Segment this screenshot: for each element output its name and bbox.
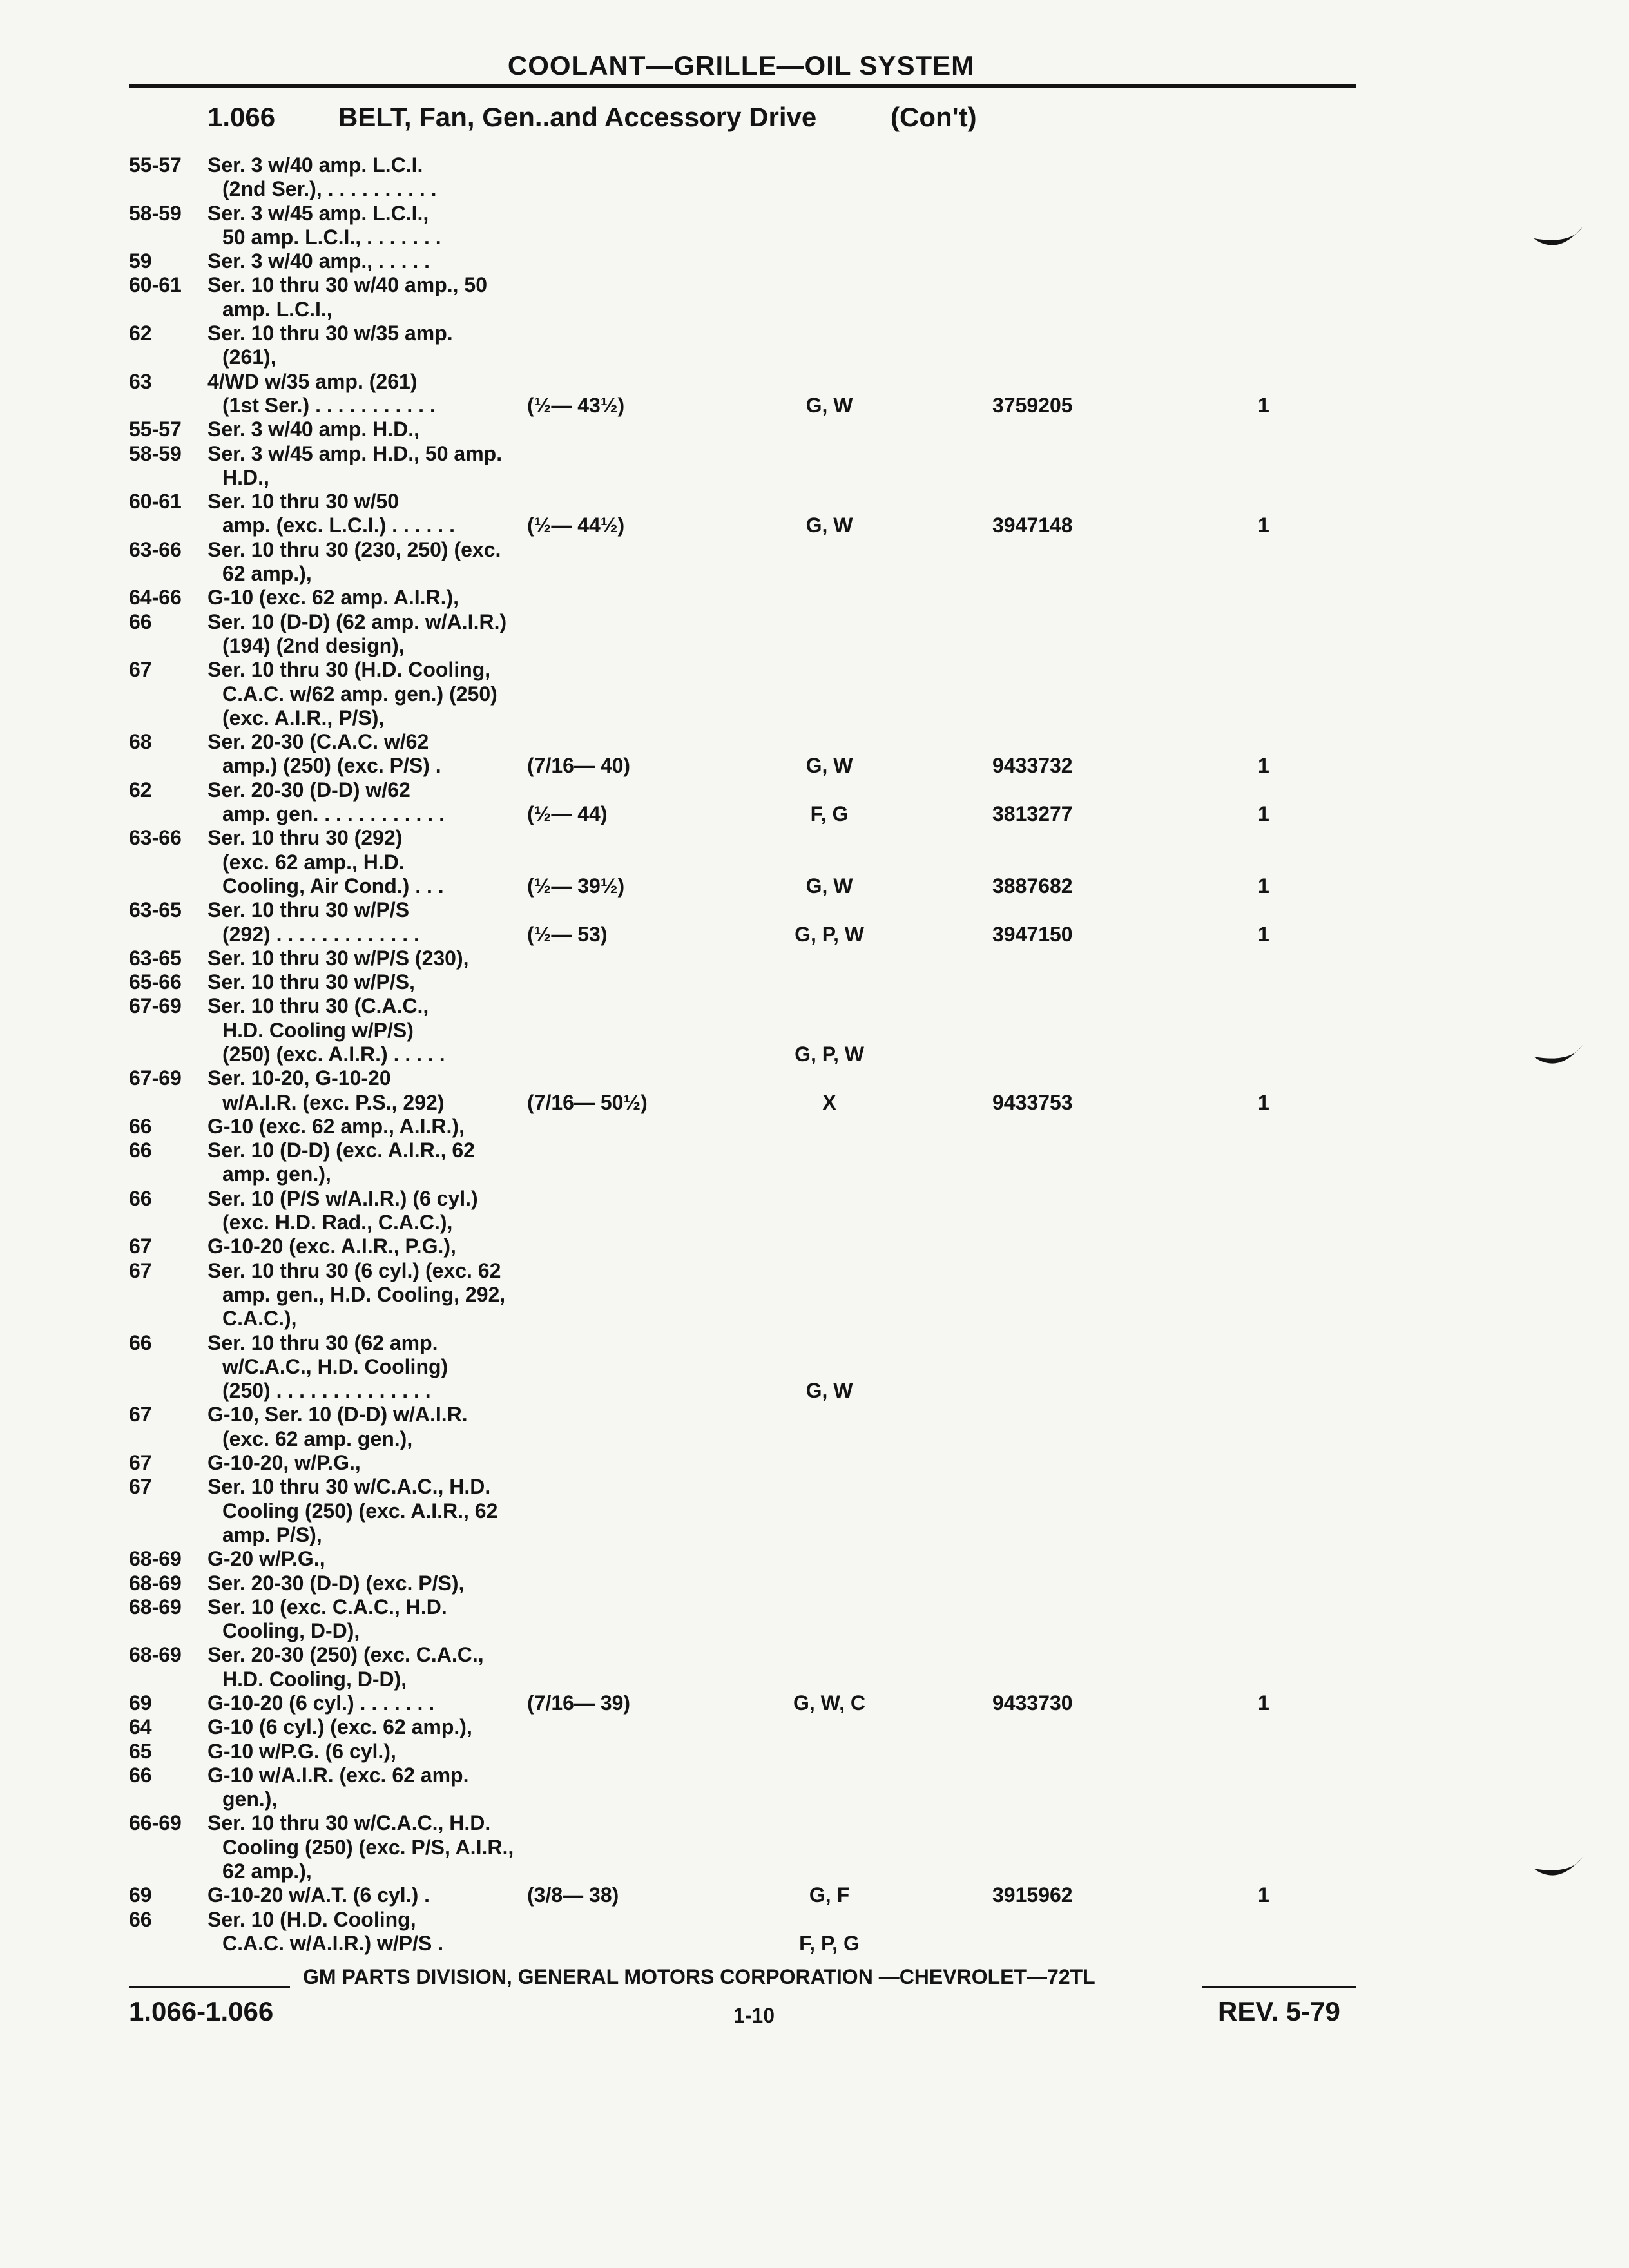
row-belt-size: (½— 53) — [527, 922, 608, 946]
row-year: 55-57 — [129, 418, 182, 441]
row-description: Ser. 10 thru 30 (62 amp. — [207, 1331, 438, 1354]
table-row — [0, 226, 1629, 249]
row-code: G, P, W — [795, 1042, 864, 1066]
row-code: G, W — [805, 874, 853, 898]
row-description: Ser. 10-20, G-10-20 — [207, 1066, 391, 1090]
row-description: Ser. 3 w/40 amp. L.C.I. — [207, 153, 423, 177]
row-description: (exc. H.D. Rad., C.A.C.), — [222, 1211, 453, 1235]
table-row — [0, 826, 1629, 850]
row-description: Ser. 10 thru 30 w/P/S, — [207, 970, 415, 994]
row-description: G-10, Ser. 10 (D-D) w/A.I.R. — [207, 1403, 468, 1427]
row-description: gen.), — [222, 1787, 278, 1811]
table-row — [0, 1259, 1629, 1283]
row-quantity: 1 — [1258, 1883, 1269, 1907]
row-code: F, P, G — [799, 1931, 860, 1955]
row-description: C.A.C. w/A.I.R.) w/P/S . — [222, 1931, 444, 1955]
row-year: 68 — [129, 730, 152, 754]
row-year: 67 — [129, 1475, 152, 1499]
table-row — [0, 1571, 1629, 1595]
row-description: Ser. 20-30 (C.A.C. w/62 — [207, 730, 429, 754]
table-row — [0, 538, 1629, 562]
row-code: G, P, W — [795, 922, 864, 946]
row-description: Ser. 3 w/40 amp. H.D., — [207, 418, 420, 441]
row-description: Ser. 10 thru 30 (C.A.C., — [207, 994, 429, 1018]
table-row — [0, 1331, 1629, 1355]
row-description: (194) (2nd design), — [222, 633, 405, 657]
row-description: Ser. 10 (D-D) (62 amp. w/A.I.R.) — [207, 610, 507, 633]
table-row — [0, 202, 1629, 226]
table-row — [0, 514, 1629, 537]
row-belt-size: (½— 39½) — [527, 874, 625, 898]
table-row — [0, 562, 1629, 586]
footer-divider-right — [1202, 1986, 1356, 1988]
row-description: G-10-20 w/A.T. (6 cyl.) . — [207, 1883, 430, 1907]
row-quantity: 1 — [1258, 514, 1269, 537]
table-row — [0, 682, 1629, 706]
row-year: 63-66 — [129, 537, 182, 561]
row-year: 59 — [129, 249, 152, 273]
section-heading — [0, 102, 1629, 138]
row-year: 66 — [129, 1139, 152, 1162]
row-description: Ser. 10 thru 30 w/C.A.C., H.D. — [207, 1811, 491, 1835]
table-row — [0, 947, 1629, 970]
row-belt-size: (½— 44) — [527, 802, 608, 826]
row-description: Cooling, Air Cond.) . . . — [222, 874, 444, 898]
table-row — [0, 298, 1629, 322]
table-row — [0, 1235, 1629, 1258]
row-description: (292) . . . . . . . . . . . . . — [222, 922, 419, 946]
table-row — [0, 490, 1629, 514]
row-description: (250) . . . . . . . . . . . . . . — [222, 1379, 431, 1403]
row-description: amp.) (250) (exc. P/S) . — [222, 754, 441, 778]
table-row — [0, 994, 1629, 1018]
row-description: (exc. 62 amp. gen.), — [222, 1427, 413, 1450]
row-year: 65 — [129, 1739, 152, 1763]
row-year: 65-66 — [129, 970, 182, 994]
row-description: Ser. 3 w/45 amp. H.D., 50 amp. — [207, 441, 503, 465]
row-description: Ser. 10 thru 30 w/50 — [207, 490, 400, 514]
row-description: G-10 w/A.I.R. (exc. 62 amp. — [207, 1763, 469, 1787]
row-description: Ser. 10 (D-D) (exc. A.I.R., 62 — [207, 1139, 475, 1162]
row-year: 66 — [129, 1763, 152, 1787]
table-row — [0, 1547, 1629, 1571]
table-row — [0, 418, 1629, 441]
row-part-number: 3915962 — [992, 1883, 1073, 1907]
row-description: G-20 w/P.G., — [207, 1547, 325, 1571]
row-part-number: 3947150 — [992, 922, 1073, 946]
row-code: G, W — [805, 1379, 853, 1403]
table-row — [0, 1211, 1629, 1235]
row-code: G, F — [809, 1883, 850, 1907]
row-year: 67 — [129, 658, 152, 682]
row-description: G-10 (exc. 62 amp. A.I.R.), — [207, 586, 459, 610]
row-belt-size: (3/8— 38) — [527, 1883, 619, 1907]
table-row — [0, 177, 1629, 201]
row-description: Ser. 20-30 (D-D) w/62 — [207, 778, 410, 802]
row-description: Ser. 10 thru 30 (H.D. Cooling, — [207, 658, 491, 682]
table-row — [0, 874, 1629, 898]
row-description: Ser. 10 thru 30 w/P/S (230), — [207, 946, 469, 970]
row-description: G-10-20 (6 cyl.) . . . . . . . — [207, 1691, 435, 1715]
footer-division: GM PARTS DIVISION, GENERAL MOTORS CORPORATION —CHEVROLET—72TL — [303, 1965, 1095, 1988]
table-row — [0, 1355, 1629, 1379]
row-year: 69 — [129, 1883, 152, 1907]
table-row — [0, 1475, 1629, 1499]
row-description: G-10 (6 cyl.) (exc. 62 amp.), — [207, 1715, 472, 1739]
table-row — [0, 1740, 1629, 1763]
row-description: Ser. 20-30 (250) (exc. C.A.C., — [207, 1643, 484, 1667]
row-year: 68-69 — [129, 1547, 182, 1571]
row-description: amp. gen., H.D. Cooling, 292, — [222, 1282, 506, 1306]
row-description: Ser. 20-30 (D-D) (exc. P/S), — [207, 1571, 465, 1595]
row-description: amp. gen. . . . . . . . . . . . — [222, 802, 445, 826]
row-description: Ser. 10 thru 30 (230, 250) (exc. — [207, 537, 501, 561]
row-quantity: 1 — [1258, 922, 1269, 946]
section-continued: (Con't) — [891, 102, 977, 132]
row-year: 63-65 — [129, 946, 182, 970]
table-row — [0, 1883, 1629, 1907]
row-part-number: 9433753 — [992, 1090, 1073, 1114]
row-belt-size: (7/16— 39) — [527, 1691, 631, 1715]
row-description: amp. gen.), — [222, 1162, 331, 1186]
table-row — [0, 802, 1629, 826]
binder-hole-icon — [1532, 1856, 1584, 1881]
row-description: G-10-20 (exc. A.I.R., P.G.), — [207, 1235, 456, 1258]
row-description: (261), — [222, 345, 276, 369]
header-divider — [129, 84, 1356, 88]
row-description: w/C.A.C., H.D. Cooling) — [222, 1354, 448, 1378]
page-title: COOLANT—GRILLE—OIL SYSTEM — [507, 50, 975, 81]
row-belt-size: (7/16— 50½) — [527, 1090, 648, 1114]
table-row — [0, 970, 1629, 994]
table-row — [0, 153, 1629, 177]
binder-hole-icon — [1532, 1044, 1584, 1070]
row-description: (exc. 62 amp., H.D. — [222, 850, 405, 874]
footer-section-range: 1.066-1.066 — [129, 1996, 274, 2026]
table-row — [0, 1019, 1629, 1043]
table-row — [0, 442, 1629, 466]
row-part-number: 3759205 — [992, 393, 1073, 417]
row-code: G, W — [805, 754, 853, 778]
table-row — [0, 1595, 1629, 1619]
revision-label: REV. 5-79 — [1218, 1996, 1340, 2026]
table-row — [0, 1787, 1629, 1811]
table-row — [0, 1427, 1629, 1451]
row-year: 63 — [129, 369, 152, 393]
table-row — [0, 1066, 1629, 1090]
row-description: w/A.I.R. (exc. P.S., 292) — [222, 1090, 445, 1114]
row-quantity: 1 — [1258, 802, 1269, 826]
table-row — [0, 1908, 1629, 1932]
table-row — [0, 1451, 1629, 1475]
table-row — [0, 1619, 1629, 1643]
section-number: 1.066 — [207, 102, 276, 132]
row-description: H.D. Cooling, D-D), — [222, 1667, 407, 1691]
table-row — [0, 1139, 1629, 1162]
row-year: 68-69 — [129, 1643, 182, 1667]
row-description: Ser. 10 thru 30 w/C.A.C., H.D. — [207, 1475, 491, 1499]
row-year: 67 — [129, 1258, 152, 1282]
row-year: 67 — [129, 1403, 152, 1427]
table-row — [0, 898, 1629, 922]
row-belt-size: (½— 43½) — [527, 393, 625, 417]
row-year: 62 — [129, 322, 152, 345]
table-row — [0, 1763, 1629, 1787]
table-row — [0, 370, 1629, 394]
row-year: 63-65 — [129, 898, 182, 922]
row-year: 58-59 — [129, 201, 182, 225]
row-description: 62 amp.), — [222, 1860, 312, 1883]
table-row — [0, 1115, 1629, 1139]
table-row — [0, 1307, 1629, 1331]
table-row — [0, 586, 1629, 610]
row-year: 67 — [129, 1451, 152, 1475]
table-row — [0, 778, 1629, 802]
footer-divider-left — [129, 1986, 290, 1988]
row-description: G-10-20, w/P.G., — [207, 1451, 361, 1475]
table-row — [0, 1187, 1629, 1211]
table-row — [0, 1667, 1629, 1691]
row-year: 55-57 — [129, 153, 182, 177]
table-row — [0, 1715, 1629, 1739]
row-description: Cooling, D-D), — [222, 1619, 360, 1643]
row-code: F, G — [810, 802, 849, 826]
row-year: 64-66 — [129, 586, 182, 610]
row-part-number: 9433730 — [992, 1691, 1073, 1715]
table-row — [0, 1643, 1629, 1667]
table-row — [0, 634, 1629, 658]
table-row — [0, 1499, 1629, 1523]
row-quantity: 1 — [1258, 1691, 1269, 1715]
table-row — [0, 658, 1629, 682]
row-year: 60-61 — [129, 273, 182, 297]
row-description: Ser. 10 thru 30 w/35 amp. — [207, 322, 453, 345]
row-year: 68-69 — [129, 1595, 182, 1619]
row-description: C.A.C. w/62 amp. gen.) (250) — [222, 682, 497, 706]
table-row — [0, 1860, 1629, 1883]
row-description: Cooling (250) (exc. P/S, A.I.R., — [222, 1835, 514, 1859]
table-row — [0, 1932, 1629, 1956]
row-year: 62 — [129, 778, 152, 802]
table-row — [0, 1283, 1629, 1307]
row-year: 63-66 — [129, 826, 182, 850]
row-code: G, W — [805, 393, 853, 417]
row-description: Ser. 10 thru 30 w/P/S — [207, 898, 410, 922]
row-description: Ser. 10 thru 30 (6 cyl.) (exc. 62 — [207, 1258, 501, 1282]
row-description: Ser. 3 w/40 amp., . . . . . — [207, 249, 430, 273]
row-year: 66 — [129, 1186, 152, 1210]
table-row — [0, 466, 1629, 490]
table-row — [0, 249, 1629, 273]
table-row — [0, 706, 1629, 730]
section-title: BELT, Fan, Gen..and Accessory Drive — [338, 102, 817, 132]
table-row — [0, 1162, 1629, 1186]
row-year: 66 — [129, 1907, 152, 1931]
table-row — [0, 610, 1629, 634]
table-row — [0, 1523, 1629, 1547]
binder-hole-icon — [1532, 226, 1584, 251]
row-quantity: 1 — [1258, 393, 1269, 417]
row-description: amp. L.C.I., — [222, 297, 333, 321]
page-number: 1-10 — [733, 2004, 775, 2027]
row-year: 58-59 — [129, 441, 182, 465]
row-description: Ser. 3 w/45 amp. L.C.I., — [207, 201, 429, 225]
row-description: Ser. 10 thru 30 (292) — [207, 826, 403, 850]
table-row — [0, 923, 1629, 947]
row-description: H.D. Cooling w/P/S) — [222, 1018, 414, 1042]
row-description: 62 amp.), — [222, 562, 312, 586]
row-description: G-10 w/P.G. (6 cyl.), — [207, 1739, 396, 1763]
row-year: 69 — [129, 1691, 152, 1715]
row-quantity: 1 — [1258, 754, 1269, 778]
row-year: 66 — [129, 1331, 152, 1354]
row-description: (250) (exc. A.I.R.) . . . . . — [222, 1042, 445, 1066]
table-row — [0, 1379, 1629, 1403]
table-row — [0, 394, 1629, 418]
table-row — [0, 273, 1629, 297]
row-description: Cooling (250) (exc. A.I.R., 62 — [222, 1499, 498, 1523]
row-code: G, W, C — [793, 1691, 865, 1715]
row-description: Ser. 10 (exc. C.A.C., H.D. — [207, 1595, 447, 1619]
row-description: Ser. 10 thru 30 w/40 amp., 50 — [207, 273, 487, 297]
row-year: 66 — [129, 1114, 152, 1138]
row-year: 67-69 — [129, 1066, 182, 1090]
parts-list — [0, 153, 1629, 1956]
row-year: 67-69 — [129, 994, 182, 1018]
row-code: G, W — [805, 514, 853, 537]
row-year: 60-61 — [129, 490, 182, 514]
row-part-number: 3813277 — [992, 802, 1073, 826]
row-year: 64 — [129, 1715, 152, 1739]
row-year: 66-69 — [129, 1811, 182, 1835]
table-row — [0, 850, 1629, 874]
row-description: amp. P/S), — [222, 1523, 322, 1546]
table-row — [0, 754, 1629, 778]
row-description: Ser. 10 (P/S w/A.I.R.) (6 cyl.) — [207, 1186, 478, 1210]
row-part-number: 3947148 — [992, 514, 1073, 537]
row-description: amp. (exc. L.C.I.) . . . . . . — [222, 514, 455, 537]
row-year: 68-69 — [129, 1571, 182, 1595]
table-row — [0, 730, 1629, 754]
row-year: 66 — [129, 610, 152, 633]
row-quantity: 1 — [1258, 874, 1269, 898]
row-description: C.A.C.), — [222, 1307, 297, 1331]
table-row — [0, 1836, 1629, 1860]
row-description: (2nd Ser.), . . . . . . . . . . — [222, 177, 437, 201]
row-part-number: 3887682 — [992, 874, 1073, 898]
table-row — [0, 1691, 1629, 1715]
row-belt-size: (7/16— 40) — [527, 754, 631, 778]
table-row — [0, 1091, 1629, 1115]
row-description: 4/WD w/35 amp. (261) — [207, 369, 418, 393]
table-row — [0, 1043, 1629, 1066]
row-belt-size: (½— 44½) — [527, 514, 625, 537]
table-row — [0, 345, 1629, 369]
table-row — [0, 1403, 1629, 1427]
row-description: 50 amp. L.C.I., . . . . . . . — [222, 225, 441, 249]
row-part-number: 9433732 — [992, 754, 1073, 778]
row-description: (1st Ser.) . . . . . . . . . . . — [222, 393, 436, 417]
row-description: H.D., — [222, 465, 269, 489]
row-description: (exc. A.I.R., P/S), — [222, 706, 385, 729]
row-description: G-10 (exc. 62 amp., A.I.R.), — [207, 1114, 465, 1138]
row-quantity: 1 — [1258, 1090, 1269, 1114]
table-row — [0, 322, 1629, 345]
row-description: Ser. 10 (H.D. Cooling, — [207, 1907, 416, 1931]
table-row — [0, 1811, 1629, 1835]
row-year: 67 — [129, 1235, 152, 1258]
row-code: X — [822, 1090, 836, 1114]
